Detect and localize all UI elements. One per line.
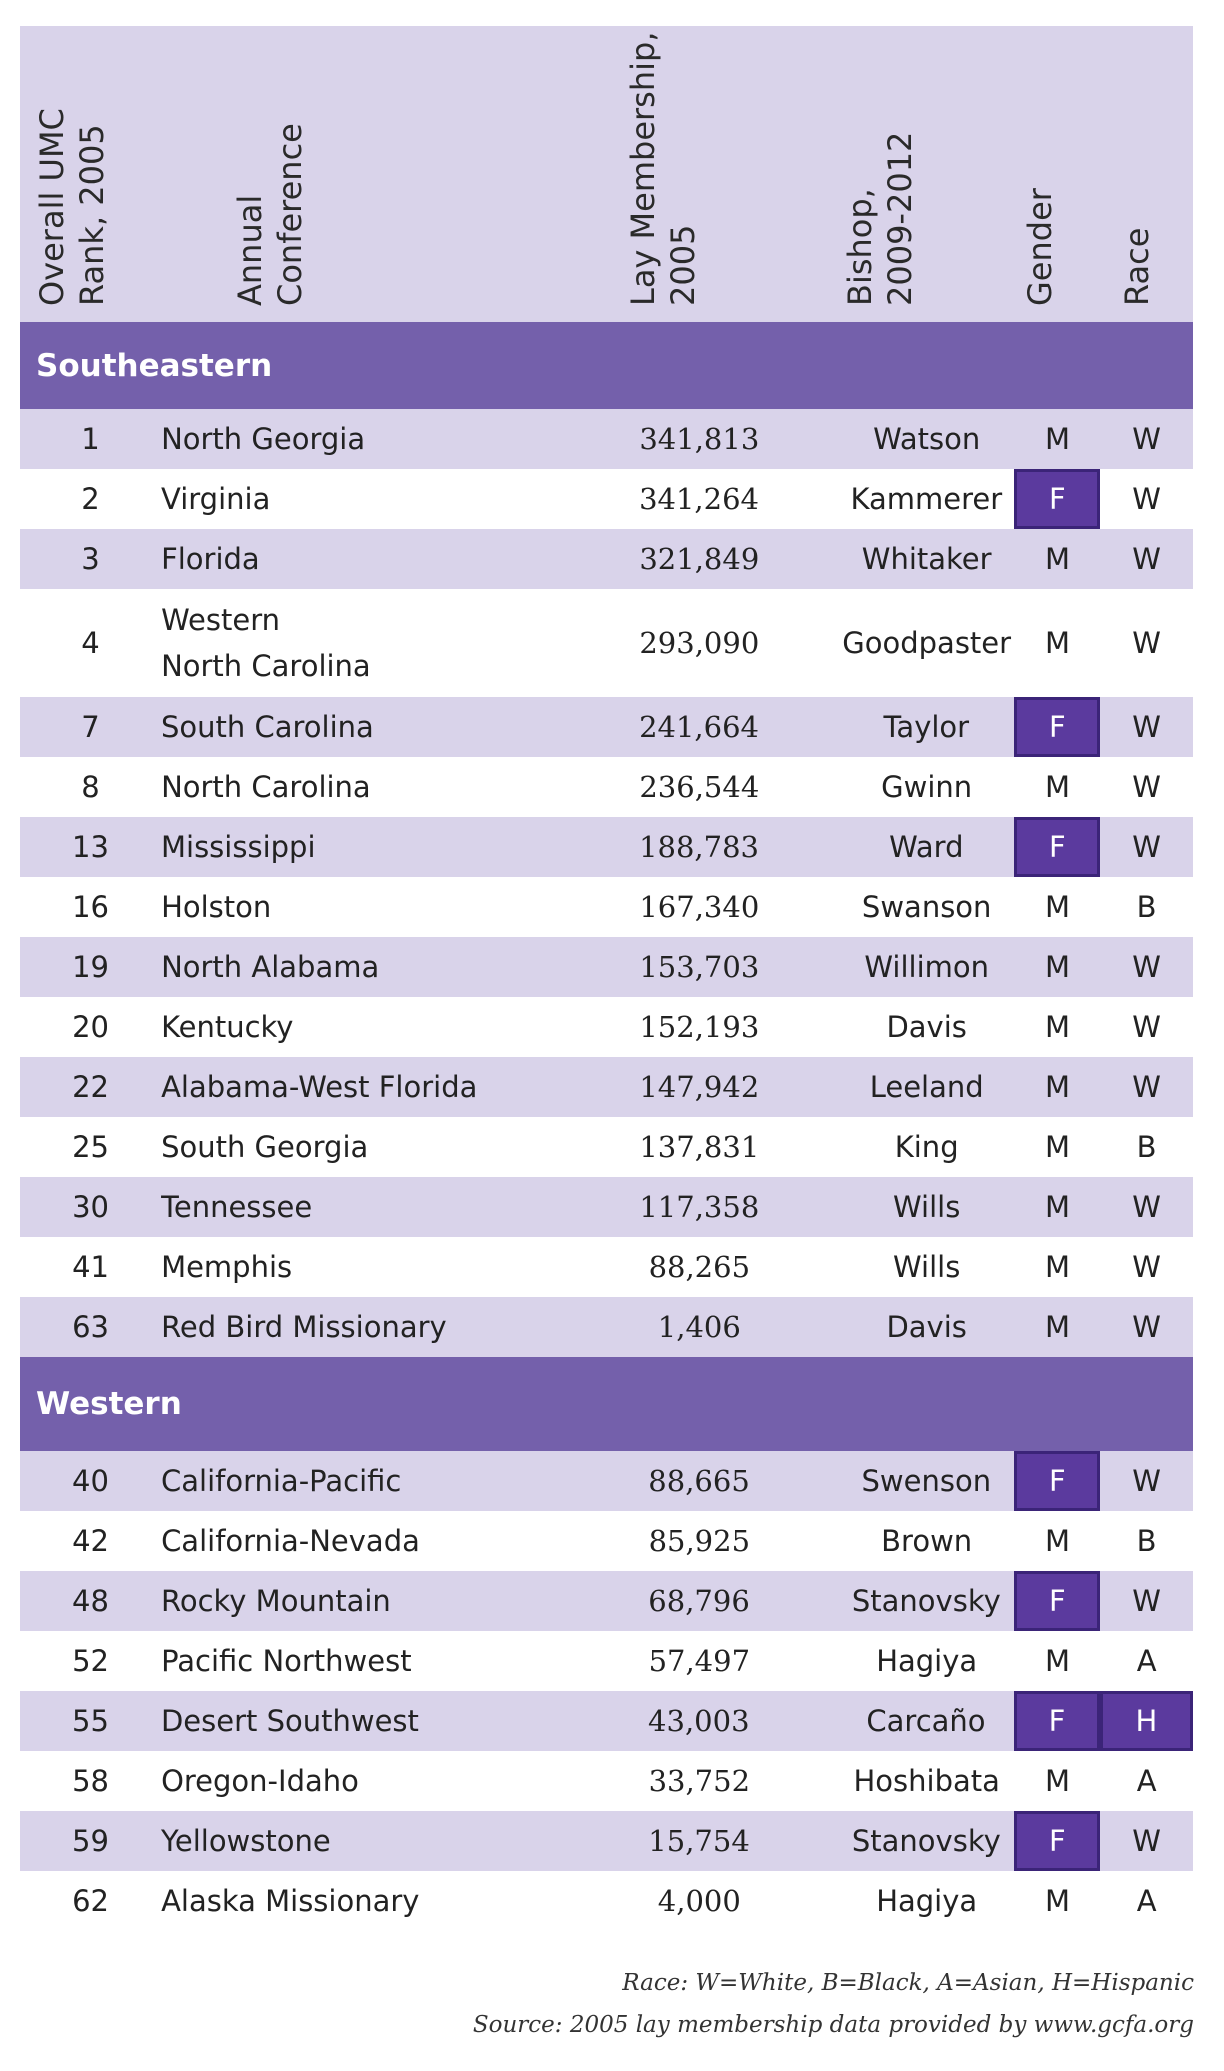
race-cell: W [1132,1584,1161,1618]
gender-cell: F [1014,469,1100,529]
bishop-cell: Swanson [861,890,992,924]
gender-cell: M [1045,1190,1071,1224]
rank-cell: 41 [72,1250,109,1284]
lay-membership-cell: 1,406 [657,1310,741,1344]
table-row [20,817,1193,877]
lay-membership-cell: 241,664 [639,710,759,744]
bishop-cell: Wills [893,1190,961,1224]
bishop-cell: Gwinn [881,770,973,804]
lay-membership-cell: 152,193 [639,1010,760,1044]
rank-cell: 48 [72,1584,109,1618]
rank-cell: 13 [72,830,109,864]
lay-membership-cell: 15,754 [648,1824,750,1858]
table-body [20,322,1193,1931]
gender-cell: M [1045,770,1071,804]
bishop-cell: Davis [886,1010,967,1044]
lay-membership-cell: 236,544 [639,770,760,804]
rank-cell: 30 [72,1190,109,1224]
bishop-cell: Carcaño [866,1704,986,1738]
conference-cell: Red Bird Missionary [161,1310,447,1344]
bishop-cell: Davis [886,1310,967,1344]
race-legend: Race: W=White, B=Black, A=Asian, H=Hispanic [622,1970,1194,1996]
race-cell: A [1136,1884,1157,1918]
table-row [20,1177,1193,1237]
gender-cell: M [1045,890,1071,924]
rank-cell: 19 [72,950,109,984]
lay-membership-cell: 137,831 [639,1130,760,1164]
rank-cell: 20 [72,1010,109,1044]
lay-membership-cell: 147,942 [639,1070,760,1104]
bishop-cell: Willimon [864,950,989,984]
lay-membership-cell: 88,665 [648,1464,750,1498]
gender-cell: M [1045,1250,1071,1284]
lay-membership-cell: 341,264 [639,482,759,516]
conference-cell: South Carolina [161,710,374,744]
gender-cell: F [1014,1811,1100,1871]
conference-cell: Alabama-West Florida [161,1070,478,1104]
table-row [20,529,1193,589]
rank-cell: 58 [72,1764,109,1798]
rank-cell: 42 [72,1524,109,1558]
header-row [20,26,1193,322]
conference-cell: North Georgia [161,422,366,456]
bishop-cell: Goodpaster [842,626,1012,660]
bishop-cell: Whitaker [861,542,992,576]
bishop-cell: Ward [889,830,964,864]
race-cell: W [1132,482,1161,516]
rank-cell: 52 [72,1644,109,1678]
race-cell: B [1136,1524,1157,1558]
section-header [20,1357,1193,1451]
header-rank: Overall UMC Rank, 2005 [33,108,111,306]
gender-cell: M [1045,1130,1071,1164]
bishop-cell: Hagiya [876,1644,978,1678]
conference-cell: Florida [161,542,260,576]
table-row [20,1451,1193,1511]
rank-cell: 7 [81,710,100,744]
race-cell: W [1132,626,1161,660]
race-cell: H [1100,1691,1193,1751]
conference-cell: Mississippi [161,830,316,864]
bishop-cell: Stanovsky [851,1584,1001,1618]
race-cell: W [1132,1010,1161,1044]
bishop-cell: Taylor [883,710,970,744]
gender-cell: M [1045,1070,1071,1104]
rank-cell: 25 [72,1130,109,1164]
table-row [20,877,1193,937]
lay-membership-cell: 57,497 [648,1644,751,1678]
lay-membership-cell: 117,358 [639,1190,760,1224]
conference-cell: Holston [161,890,272,924]
table-row [20,1691,1193,1751]
table-row [20,697,1193,757]
conference-cell: Oregon-Idaho [161,1764,359,1798]
rank-cell: 63 [72,1310,109,1344]
gender-cell: F [1014,697,1100,757]
footnotes [473,1962,1194,2046]
table-row [20,469,1193,529]
race-cell: W [1132,542,1161,576]
lay-membership-cell: 153,703 [639,950,760,984]
table-row [20,1751,1193,1811]
race-cell: A [1136,1764,1157,1798]
gender-cell: M [1045,542,1071,576]
lay-membership-cell: 167,340 [639,890,760,924]
bishop-cell: Watson [873,422,981,456]
bishop-cell: Stanovsky [851,1824,1001,1858]
table-row [20,997,1193,1057]
conference-cell: North Alabama [161,950,380,984]
lay-membership-cell: 341,813 [639,422,760,456]
header-gender: Gender [1021,188,1059,306]
table-row [20,1511,1193,1571]
bishop-cell: Leeland [869,1070,984,1104]
conference-cell: Rocky Mountain [161,1584,391,1618]
conference-cell: North Carolina [161,770,371,804]
gender-cell: F [1014,817,1100,877]
rank-cell: 40 [72,1464,109,1498]
race-cell: A [1136,1644,1157,1678]
source-note: Source: 2005 lay membership data provided by www.gcfa.org [472,2012,1194,2038]
race-cell: W [1132,710,1161,744]
conference-cell: Tennessee [161,1190,313,1224]
lay-membership-cell: 68,796 [648,1584,750,1618]
bishop-cell: Swenson [861,1464,992,1498]
race-cell: W [1132,770,1161,804]
table-row [20,1631,1193,1691]
rank-cell: 16 [72,890,109,924]
gender-cell: M [1045,422,1071,456]
lay-membership-cell: 85,925 [648,1524,751,1558]
header-race: Race [1118,227,1156,306]
race-cell: W [1132,1070,1161,1104]
rank-cell: 62 [72,1884,109,1918]
conference-cell: Desert Southwest [160,1704,419,1738]
gender-cell: F [1014,1571,1100,1631]
rank-cell: 2 [81,482,100,516]
table-row [20,1871,1193,1931]
rank-cell: 3 [81,542,100,576]
bishop-cell: King [894,1130,959,1164]
gender-cell: M [1045,1764,1071,1798]
section-label: Southeastern [36,347,273,384]
conference-cell: California-Pacific [161,1464,402,1498]
lay-membership-cell: 88,265 [648,1250,751,1284]
lay-membership-cell: 188,783 [639,830,759,864]
lay-membership-cell: 33,752 [648,1764,751,1798]
membership-table [20,26,1193,1931]
gender-cell: M [1045,1884,1071,1918]
table-row [20,937,1193,997]
conference-cell: Kentucky [161,1010,294,1044]
race-cell: W [1132,422,1161,456]
table-row [20,409,1193,469]
lay-membership-cell: 321,849 [639,542,760,576]
header-conference: Annual Conference [231,123,309,306]
race-cell: W [1132,1250,1161,1284]
conference-cell: Western North Carolina [161,603,371,683]
rank-cell: 59 [72,1824,109,1858]
conference-cell: Yellowstone [161,1824,331,1858]
table-row [20,589,1193,697]
table-row [20,1297,1193,1357]
header-bishop: Bishop, 2009-2012 [841,131,919,306]
table-row [20,1571,1193,1631]
rank-cell: 55 [72,1704,109,1738]
rank-cell: 4 [81,626,100,660]
race-cell: W [1132,1464,1161,1498]
conference-cell: Alaska Missionary [161,1884,420,1918]
lay-membership-cell: 293,090 [639,626,760,660]
table-row [20,1811,1193,1871]
conference-cell: Memphis [161,1250,293,1284]
section-label: Western [36,1386,182,1422]
race-cell: W [1132,1190,1161,1224]
gender-cell: M [1045,1010,1071,1044]
lay-membership-cell: 43,003 [648,1704,750,1738]
gender-cell: M [1045,626,1071,660]
table-row [20,1117,1193,1177]
race-cell: B [1136,1130,1157,1164]
table-row [20,1237,1193,1297]
gender-cell: F [1014,1451,1100,1511]
rank-cell: 8 [81,770,100,804]
conference-cell: Pacific Northwest [161,1644,412,1678]
rank-cell: 1 [81,422,100,456]
table-row [20,757,1193,817]
gender-cell: M [1045,1310,1071,1344]
bishop-cell: Kammerer [850,482,1003,516]
gender-cell: M [1045,1524,1071,1558]
conference-cell: California-Nevada [161,1524,420,1558]
lay-membership-cell: 4,000 [657,1884,741,1918]
gender-cell: M [1045,950,1071,984]
section-header [20,322,1193,409]
conference-cell: Virginia [161,482,271,516]
race-cell: W [1132,830,1161,864]
bishop-cell: Wills [893,1250,961,1284]
race-cell: W [1132,1310,1161,1344]
table-row [20,1057,1193,1117]
gender-cell: M [1045,1644,1071,1678]
race-cell: W [1132,950,1161,984]
race-cell: W [1132,1824,1161,1858]
rank-cell: 22 [72,1070,109,1104]
bishop-cell: Brown [881,1524,973,1558]
bishop-cell: Hoshibata [853,1764,1000,1798]
conference-cell: South Georgia [161,1130,369,1164]
header-lay-membership: Lay Membership, 2005 [624,31,702,306]
race-cell: B [1136,890,1157,924]
bishop-cell: Hagiya [876,1884,978,1918]
gender-cell: F [1014,1691,1100,1751]
